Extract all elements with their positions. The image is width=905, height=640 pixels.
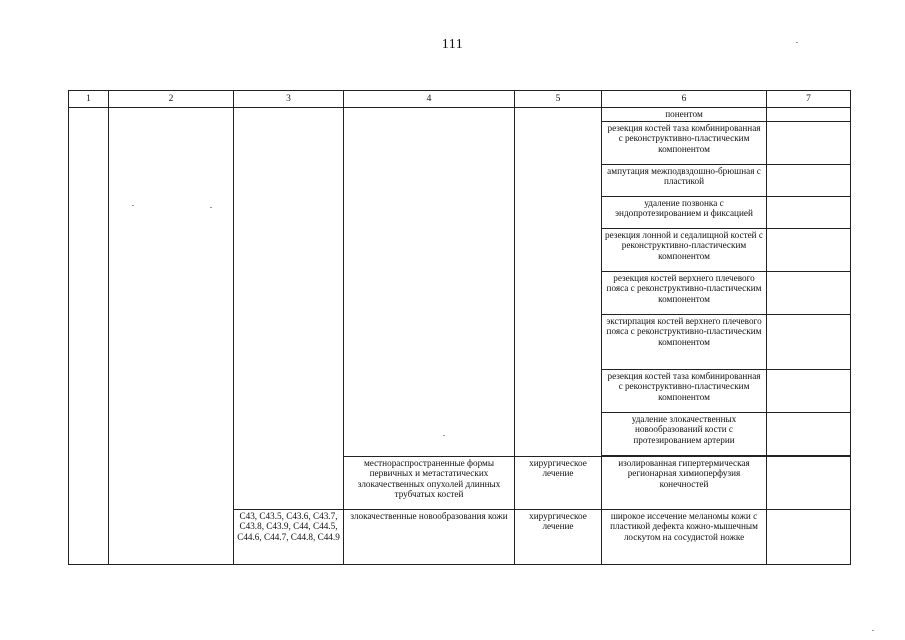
column-7-cell (767, 164, 851, 196)
column-7-cell (767, 228, 851, 271)
scan-speck (132, 205, 134, 206)
treatment-method-cell: резекция лонной и седалищной костей с реконструктивно-пластическим компонентом (602, 228, 767, 271)
treatment-method-cell: экстирпация костей верхнего плечевого пояса с реконструктивно-пластическим компонентом (602, 314, 767, 369)
column-7-cell (767, 121, 851, 164)
icd-codes-cell: C43, C43.5, C43.6, C43.7, C43.8, C43.9, C44, C44.5, C44.6, C44.7, C44.8, C44.9 (234, 509, 344, 564)
treatment-method-cell: резекция костей таза комбинированная с реконструктивно-пластическим компонентом (602, 121, 767, 164)
treatment-method-cell: резекция костей таза комбинированная с реконструктивно-пластическим компонентом (602, 369, 767, 412)
column-7-cell (767, 314, 851, 369)
treatment-method-cell: изолированная гипертермическая регионарная химиоперфузия конечностей (602, 456, 767, 509)
column-7-cell (767, 412, 851, 455)
column-7-cell (767, 196, 851, 228)
column-header-6: 6 (602, 91, 767, 108)
column-7-cell (767, 271, 851, 314)
diagnosis-cell: злокачественные новообразования кожи (344, 509, 515, 564)
treatment-method-cell: резекция костей верхнего плечевого пояса с реконструктивно-пластическим компонентом (602, 271, 767, 314)
column-1-cell (69, 108, 109, 565)
scan-speck (796, 42, 798, 43)
scan-speck (872, 630, 874, 631)
treatment-method-cell: ампутация межподвздошно-брюшная с пластикой (602, 164, 767, 196)
column-header-7: 7 (767, 91, 851, 108)
column-header-2: 2 (109, 91, 234, 108)
column-3-cell (234, 108, 344, 510)
document-table (68, 90, 851, 565)
treatment-method-cell: удаление злокачественных новообразований кости с протезированием артерии (602, 412, 767, 455)
column-2-cell (109, 108, 234, 565)
column-7-cell (767, 509, 851, 564)
scan-speck (210, 207, 212, 208)
treatment-method-cell: удаление позвонка с эндопротезированием и фиксацией (602, 196, 767, 228)
scan-speck (443, 435, 445, 436)
treatment-method-cell: широкое иссечение меланомы кожи с пластикой дефекта кожно-мышечным лоскутом на сосудистой ножке (602, 509, 767, 564)
table-header-row (69, 91, 851, 108)
column-4-cell (344, 108, 515, 457)
table-row (69, 108, 851, 122)
column-7-cell (767, 456, 851, 509)
page-number: 111 (441, 37, 464, 52)
column-7-cell (767, 108, 851, 122)
treatment-type-cell: хирургическое лечение (515, 509, 602, 564)
column-header-1: 1 (69, 91, 109, 108)
column-7-cell (767, 369, 851, 412)
column-header-5: 5 (515, 91, 602, 108)
diagnosis-cell: местнораспространенные формы первичных и метастатических злокачественных опухолей длинных трубчатых костей (344, 456, 515, 509)
column-5-cell (515, 108, 602, 457)
treatment-type-cell: хирургическое лечение (515, 456, 602, 509)
column-header-4: 4 (344, 91, 515, 108)
treatment-method-cell: понентом (602, 108, 767, 122)
column-header-3: 3 (234, 91, 344, 108)
